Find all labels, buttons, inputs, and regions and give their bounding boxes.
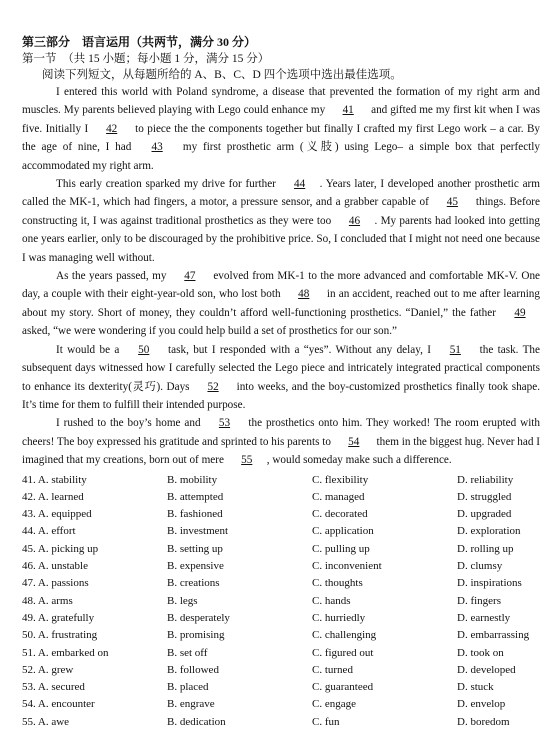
- option-choice[interactable]: C. flexibility: [312, 473, 369, 486]
- option-choice[interactable]: B. setting up: [167, 542, 223, 555]
- passage-text: the task. The subsequent days witnessed how I carefully selected the Lego piece and intricately integrated practical components to enhance its dexterity(灵巧). Days: [22, 343, 540, 393]
- option-choice[interactable]: C. inconvenient: [312, 560, 382, 573]
- option-choice[interactable]: C. hands: [312, 594, 351, 607]
- passage-text: This early creation sparked my drive for further: [56, 178, 280, 191]
- option-choice[interactable]: 48. A. arms: [22, 594, 73, 607]
- option-choice[interactable]: D. embarrassing: [457, 629, 530, 642]
- blank-43[interactable]: 43: [151, 141, 163, 154]
- option-choice[interactable]: C. decorated: [312, 508, 368, 521]
- option-row: [22, 523, 540, 540]
- option-choice[interactable]: C. figured out: [312, 646, 374, 659]
- option-choice[interactable]: B. desperately: [167, 611, 230, 624]
- option-choice[interactable]: C. thoughts: [312, 577, 363, 590]
- passage-text: things. Before constructing it, I was against traditional prosthetics as they were too: [22, 196, 540, 227]
- option-row: [22, 645, 540, 662]
- option-choice[interactable]: C. guaranteed: [312, 681, 374, 694]
- passage-text: them in the biggest hug. Never had I imagined that my creations, born out of mere: [22, 435, 540, 467]
- option-row: [22, 593, 540, 610]
- passage-paragraph: [22, 83, 540, 175]
- option-choice[interactable]: D. exploration: [457, 525, 521, 538]
- option-choice[interactable]: D. fingers: [457, 594, 501, 607]
- option-choice[interactable]: 52. A. grew: [22, 663, 74, 676]
- option-choice[interactable]: B. attempted: [167, 490, 224, 503]
- option-choice[interactable]: 53. A. secured: [22, 681, 85, 694]
- option-choice[interactable]: C. fun: [312, 715, 340, 728]
- blank-49[interactable]: 49: [514, 306, 526, 319]
- option-choice[interactable]: B. mobility: [167, 473, 218, 486]
- option-choice[interactable]: B. placed: [167, 681, 209, 694]
- option-choice[interactable]: D. envelop: [457, 698, 506, 711]
- option-choice[interactable]: B. set off: [167, 646, 208, 659]
- option-row: [22, 627, 540, 644]
- blank-50[interactable]: 50: [138, 343, 150, 356]
- option-choice[interactable]: D. boredom: [457, 715, 510, 728]
- passage-text: to piece the the components together but finally I crafted my first Lego work – a car. By the age of nine, I had: [22, 122, 541, 154]
- option-choice[interactable]: B. followed: [167, 663, 219, 676]
- option-choice[interactable]: 55. A. awe: [22, 715, 70, 728]
- passage-text: . My parents had looked into getting one years earlier, only to be discouraged by the prohibitive price. So, I concluded that I might not need one because I was managing well without.: [22, 214, 540, 264]
- option-choice[interactable]: 42. A. learned: [22, 490, 84, 503]
- option-choice[interactable]: D. struggled: [457, 490, 512, 503]
- option-row: [22, 610, 540, 627]
- passage-text: As the years passed, my: [56, 270, 170, 283]
- blank-51[interactable]: 51: [449, 343, 461, 356]
- option-row: [22, 472, 540, 489]
- passage-paragraph: [22, 267, 540, 341]
- passage-text: the prosthetics onto him. They worked! The room erupted with cheers! The boy expressed his gratitude and sprinted to his parents to: [22, 417, 541, 448]
- option-choice[interactable]: D. stuck: [457, 681, 494, 694]
- option-choice[interactable]: B. legs: [167, 594, 198, 607]
- option-choice[interactable]: B. investment: [167, 525, 229, 538]
- option-choice[interactable]: 49. A. gratefully: [22, 611, 95, 624]
- option-choice[interactable]: B. expensive: [167, 560, 224, 573]
- option-choice[interactable]: C. hurriedly: [312, 611, 366, 624]
- passage-text: asked, “we were wondering if you could help build a set of prosthetics for our son.”: [22, 325, 397, 338]
- option-choice[interactable]: B. engrave: [167, 698, 215, 711]
- passage-text: in an accident, reached out to me after learning about my story. Short of money, they couldn’t afford well-functioning prosthetics. “Daniel,” the father: [22, 288, 540, 319]
- option-choice[interactable]: D. took on: [457, 646, 504, 659]
- blank-41[interactable]: 41: [342, 104, 354, 117]
- option-row: [22, 714, 540, 731]
- blank-52[interactable]: 52: [207, 380, 219, 393]
- blank-47[interactable]: 47: [184, 270, 196, 283]
- option-choice[interactable]: B. creations: [167, 577, 220, 590]
- option-choice[interactable]: 51. A. embarked on: [22, 646, 109, 659]
- option-choice[interactable]: 41. A. stability: [22, 473, 87, 486]
- options-list: [22, 472, 540, 731]
- option-choice[interactable]: D. rolling up: [457, 542, 514, 555]
- blank-42[interactable]: 42: [106, 122, 118, 135]
- passage-text: into weeks, and the boy-customized prosthetics finally took shape. It’s time for them to fulfill their intended purpose.: [22, 380, 540, 411]
- option-row: [22, 575, 540, 592]
- passage-paragraph: [22, 341, 540, 415]
- passage-text: task, but I responded with a “yes”. Without any delay, I: [163, 343, 436, 356]
- option-row: [22, 541, 540, 558]
- option-choice[interactable]: C. challenging: [312, 629, 377, 642]
- option-row: [22, 489, 540, 506]
- option-choice[interactable]: C. application: [312, 525, 374, 538]
- option-choice[interactable]: 45. A. picking up: [22, 542, 99, 555]
- blank-48[interactable]: 48: [298, 288, 310, 301]
- passage-text: I entered this world with Poland syndrome, a disease that prevented the formation of my right arm and muscles. My parents believed playing with Lego could enhance my: [22, 86, 540, 117]
- blank-55[interactable]: 55: [241, 454, 253, 467]
- option-choice[interactable]: D. inspirations: [457, 577, 522, 590]
- blank-54[interactable]: 54: [348, 435, 360, 448]
- option-choice[interactable]: 50. A. frustrating: [22, 629, 98, 642]
- passage-paragraph: [22, 414, 540, 469]
- option-row: [22, 662, 540, 679]
- instruction: 阅读下列短文，从每题所给的 A、B、C、D 四个选项中选出最佳选项。: [42, 69, 402, 81]
- option-choice[interactable]: D. upgraded: [457, 508, 512, 521]
- option-choice[interactable]: C. engage: [312, 698, 356, 711]
- option-choice[interactable]: B. promising: [167, 629, 225, 642]
- option-choice[interactable]: 44. A. effort: [22, 525, 76, 538]
- passage-text: I rushed to the boy’s home and: [56, 417, 205, 430]
- option-row: [22, 679, 540, 696]
- passage: [22, 83, 540, 470]
- blank-53[interactable]: 53: [218, 417, 231, 430]
- option-row: [22, 558, 540, 575]
- passage-text: It would be a: [56, 343, 124, 356]
- option-choice[interactable]: 47. A. passions: [22, 577, 89, 590]
- section-title: 第一节 （共 15 小题；每小题 1 分，满分 15 分）: [22, 53, 270, 65]
- passage-text: . Years later, I developed another prosthetic arm called the MK-1, which had fingers, a motor, a pressure sensor, and a grabber capable of: [22, 178, 540, 209]
- blank-46[interactable]: 46: [348, 214, 361, 227]
- option-choice[interactable]: D. earnestly: [457, 611, 511, 624]
- option-choice[interactable]: 43. A. equipped: [22, 508, 92, 521]
- passage-text: , would someday make such a difference.: [266, 454, 452, 467]
- option-row: [22, 696, 540, 713]
- option-row: [22, 506, 540, 523]
- option-choice[interactable]: D. developed: [457, 663, 516, 676]
- option-choice[interactable]: C. pulling up: [312, 542, 370, 555]
- option-choice[interactable]: D. clumsy: [457, 560, 503, 573]
- blank-45[interactable]: 45: [446, 196, 458, 209]
- passage-text: evolved from MK-1 to the more advanced and comfortable MK-V. One day, a couple with their eight-year-old son, who lost both: [22, 270, 540, 301]
- option-choice[interactable]: D. reliability: [457, 473, 514, 486]
- option-choice[interactable]: 54. A. encounter: [22, 698, 95, 711]
- passage-paragraph: [22, 175, 540, 267]
- option-choice[interactable]: 46. A. unstable: [22, 560, 88, 573]
- part-title: 第三部分 语言运用（共两节，满分 30 分）: [22, 35, 257, 49]
- passage-text: and gifted me my first kit when I was five. Initially I: [22, 104, 540, 135]
- option-choice[interactable]: B. dedication: [167, 715, 226, 728]
- option-choice[interactable]: C. managed: [312, 490, 365, 503]
- passage-text: my first prosthetic arm (义肢) using Lego– a simple box that perfectly accommodated my right arm.: [22, 141, 540, 172]
- blank-44[interactable]: 44: [294, 178, 306, 191]
- option-choice[interactable]: C. turned: [312, 663, 353, 676]
- option-choice[interactable]: B. fashioned: [167, 508, 223, 521]
